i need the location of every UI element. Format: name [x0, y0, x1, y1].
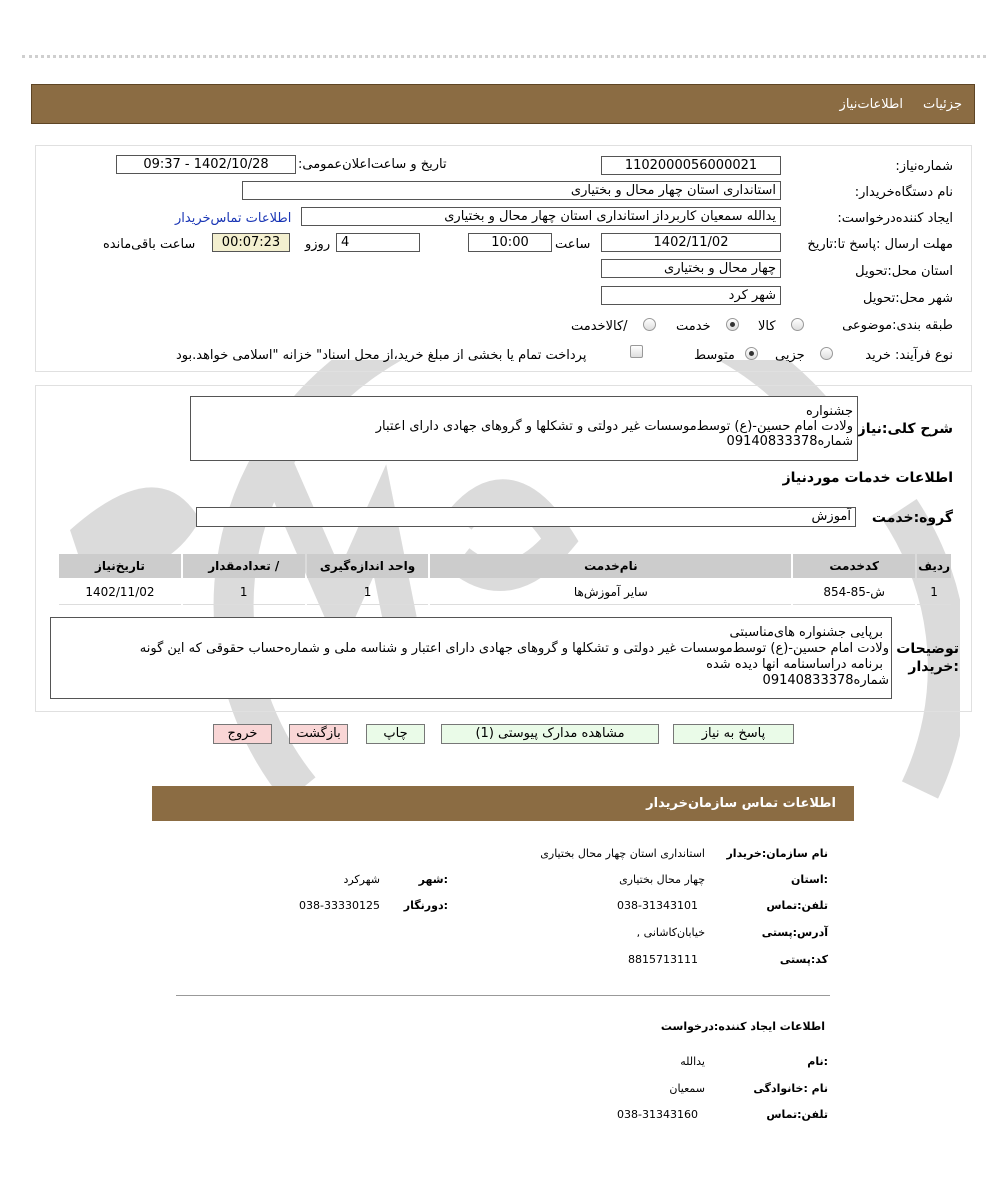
services-table	[57, 552, 953, 607]
col-date-header: تاریخ‌نیاز	[59, 554, 181, 578]
col-unit-header: واحد اندازه‌گیری	[307, 554, 429, 578]
buyer-notes-line-4: شماره09140833378	[762, 673, 889, 688]
table-header-row	[59, 554, 951, 578]
need-number-field: 1102000056000021	[601, 156, 781, 175]
top-dotted-divider	[22, 55, 986, 58]
cell-qty: 1	[183, 580, 305, 605]
summary-line-3: شماره09140833378	[726, 434, 853, 449]
category-both-label: /کالاخدمت	[571, 319, 628, 334]
category-goods-label: کالا	[758, 319, 776, 334]
buyer-org-field: استانداری استان چهار محال و بختیاری	[242, 181, 781, 200]
cell-unit: 1	[307, 580, 429, 605]
creator-name-value: یدالله	[680, 1055, 705, 1068]
cell-date: 1402/11/02	[59, 580, 181, 605]
creator-family-value: سمعیان	[669, 1082, 705, 1095]
phone-value: 038-31343101	[617, 899, 698, 912]
phone-label: تلفن:تماس	[766, 899, 828, 912]
creator-phone-value: 038-31343160	[617, 1108, 698, 1121]
days-label: روزو	[305, 237, 331, 252]
remaining-time-field: 00:07:23	[212, 233, 290, 252]
creator-label: ایجاد کننده‌درخواست:	[837, 211, 953, 226]
buyer-contact-header	[152, 786, 854, 821]
buyer-notes-label-1: توضیحات	[896, 641, 959, 657]
process-label: نوع فرآیند: خرید	[865, 348, 953, 363]
table-row	[59, 580, 951, 605]
cell-code: ش-85-854	[793, 580, 915, 605]
summary-line-2: ولادت امام حسین-(ع) توسط‌موسسات غیر دولتی و تشکلها و گروهای جهادی دارای اعتبار	[375, 419, 853, 434]
payment-note: پرداخت تمام یا بخشی از مبلغ خرید،از محل اسناد" خزانه "اسلامی خواهد.بود	[176, 348, 587, 363]
buyer-org-label: نام دستگاه‌خریدار:	[854, 185, 953, 200]
page-header-bar	[31, 84, 975, 124]
creator-phone-label: تلفن:تماس	[766, 1108, 828, 1121]
process-medium-label: متوسط	[694, 348, 735, 363]
buyer-notes-field	[50, 617, 892, 699]
category-both-radio[interactable]	[643, 318, 656, 331]
org-value: استانداری استان چهار محال بختیاری	[540, 847, 705, 860]
cell-name: سایر آموزش‌ها	[430, 580, 791, 605]
postal-label: کد:پستی	[779, 953, 828, 966]
fax-value: 038-33330125	[299, 899, 380, 912]
category-service-label: خدمت	[676, 319, 711, 334]
group-label: گروه:خدمت	[871, 510, 953, 526]
buyer-contact-title: اطلاعات تماس سازمان‌خریدار	[646, 796, 836, 811]
process-partial-radio[interactable]	[820, 347, 833, 360]
announce-field: 1402/10/28 - 09:37	[116, 155, 296, 174]
province-label: استان محل:تحویل	[855, 264, 953, 279]
province-contact-value: چهار محال بختیاری	[619, 873, 705, 886]
process-partial-label: جزیی	[775, 348, 805, 363]
process-medium-radio[interactable]	[745, 347, 758, 360]
category-goods-radio[interactable]	[791, 318, 804, 331]
col-qty-header: / تعدادمقدار	[183, 554, 305, 578]
contact-divider	[176, 995, 830, 996]
buyer-notes-line-2: ولادت امام حسین-(ع) توسط‌موسسات غیر دولتی و تشکلها و گروهای جهادی دارای اعتبار و شناسه ملی و شماره‌حساب حقوقی که این گونه	[139, 641, 889, 656]
address-value: خیابان‌کاشانی ,	[636, 926, 705, 939]
address-label: آدرس:پستی	[761, 926, 828, 939]
city-contact-label: :شهر	[418, 873, 448, 886]
province-field: چهار محال و بختیاری	[601, 259, 781, 278]
reply-button[interactable]: پاسخ به نیاز	[673, 724, 794, 744]
payment-checkbox[interactable]	[630, 345, 643, 358]
category-service-radio[interactable]	[726, 318, 739, 331]
need-number-label: شماره‌نیاز:	[895, 159, 953, 174]
city-field: شهر کرد	[601, 286, 781, 305]
print-button[interactable]: چاپ	[366, 724, 425, 744]
city-contact-value: شهرکرد	[343, 873, 380, 886]
tab-need-info[interactable]: اطلاعات‌نیاز	[839, 97, 903, 112]
group-field: آموزش	[196, 507, 856, 527]
announce-label: تاریخ و ساعت‌اعلان‌عمومی:	[298, 157, 447, 172]
cell-row: 1	[917, 580, 951, 605]
org-label: نام سازمان:خریدار	[726, 847, 828, 860]
summary-field	[190, 396, 858, 461]
deadline-label: مهلت ارسال :پاسخ تا:تاریخ	[807, 237, 953, 252]
deadline-time-label: ساعت	[555, 237, 591, 252]
fax-label: :دورنگار	[403, 899, 448, 912]
services-title: اطلاعات خدمات موردنیاز	[782, 470, 953, 486]
creator-info-title: اطلاعات ایجاد کننده:درخواست	[660, 1020, 825, 1033]
city-label: شهر محل:تحویل	[863, 291, 953, 306]
remaining-label: ساعت باقی‌مانده	[103, 237, 196, 252]
summary-label: شرح کلی:نیاز	[857, 421, 953, 437]
postal-value: 8815713111	[628, 953, 698, 966]
creator-field: یدالله سمعیان کاربرداز استانداری استان چهار محال و بختیاری	[301, 207, 781, 226]
col-row-header: ردیف	[917, 554, 951, 578]
creator-family-label: نام :خانوادگی	[753, 1082, 828, 1095]
buyer-notes-line-3: برنامه دراساسنامه انها دیده شده	[706, 657, 883, 672]
days-field: 4	[336, 233, 420, 252]
deadline-date-field: 1402/11/02	[601, 233, 781, 252]
exit-button[interactable]: خروج	[213, 724, 272, 744]
buyer-contact-link[interactable]: اطلاعات تماس‌خریدار	[175, 211, 292, 226]
tab-details[interactable]: جزئیات	[923, 97, 962, 112]
province-contact-label: :استان	[791, 873, 828, 886]
summary-line-1: جشنواره	[806, 404, 853, 419]
creator-name-label: :نام	[807, 1055, 828, 1068]
attachments-button[interactable]: مشاهده مدارک پیوستی (1)	[441, 724, 659, 744]
deadline-time-field: 10:00	[468, 233, 552, 252]
back-button[interactable]: بازگشت	[289, 724, 348, 744]
category-label: طبقه بندی:موضوعی	[842, 318, 953, 333]
buyer-notes-label-2: :خریدار	[908, 659, 959, 675]
col-code-header: کدخدمت	[793, 554, 915, 578]
col-name-header: نام‌خدمت	[430, 554, 791, 578]
buyer-notes-line-1: برپایی جشنواره های‌مناسبتی	[729, 625, 883, 640]
need-details-panel	[35, 145, 972, 372]
